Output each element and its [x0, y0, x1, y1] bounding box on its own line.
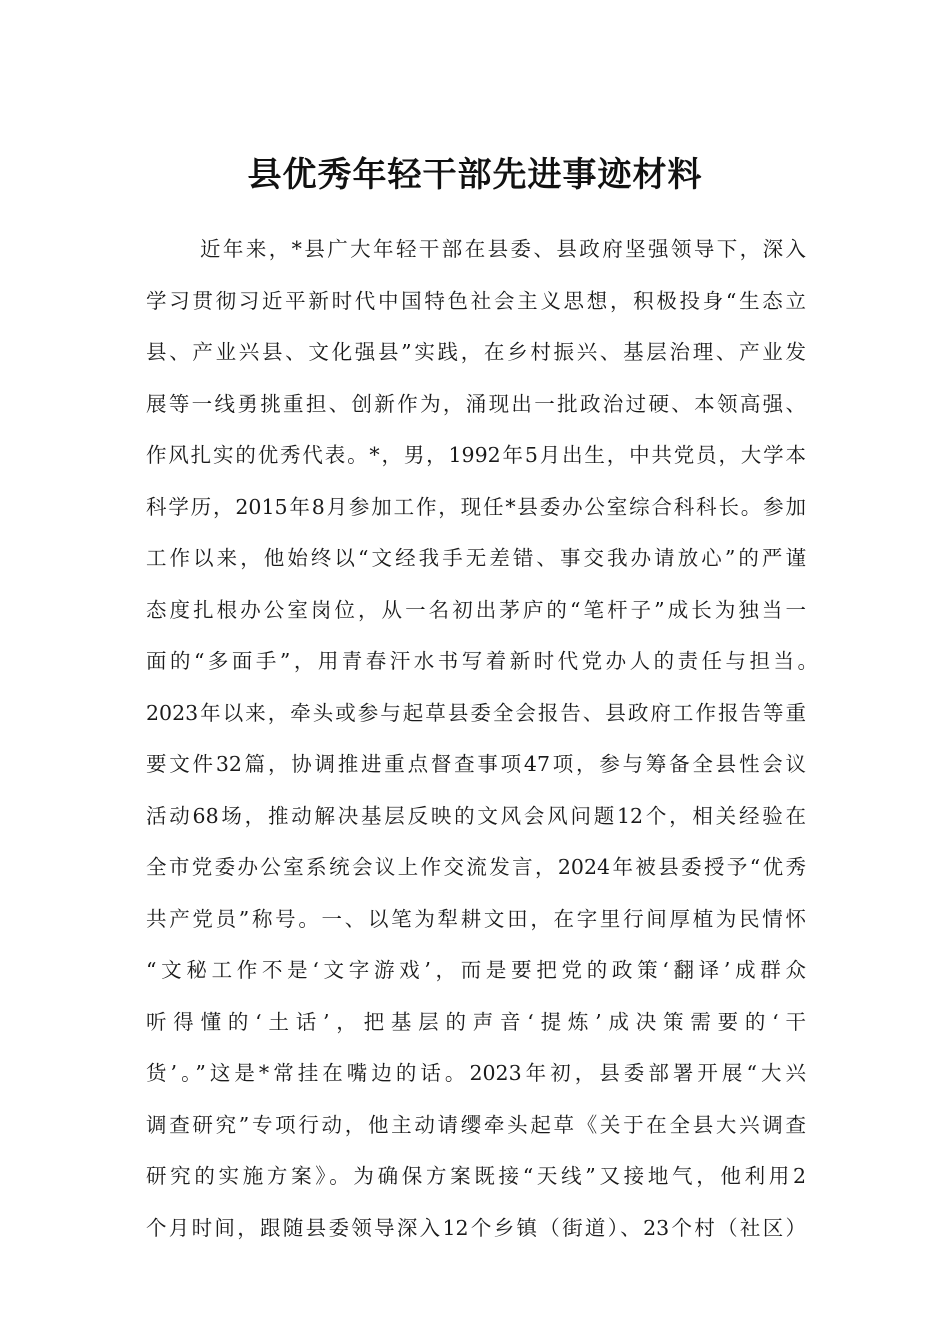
body-line: 货’。”这是*常挂在嘴边的话。2023年初，县委部署开展“大兴 — [146, 1061, 806, 1085]
body-line: 态度扎根办公室岗位，从一名初出茅庐的“笔杆子”成长为独当一 — [146, 598, 806, 622]
body-line: “文秘工作不是‘文字游戏’，而是要把党的政策‘翻译’成群众 — [146, 958, 806, 982]
body-line: 2023年以来，牵头或参与起草县委全会报告、县政府工作报告等重 — [146, 701, 806, 725]
body-line: 研究的实施方案》。为确保方案既接“天线”又接地气，他利用2 — [146, 1164, 806, 1188]
body-line: 共产党员”称号。一、以笔为犁耕文田，在字里行间厚植为民情怀 — [146, 907, 806, 931]
body-line: 要文件32篇，协调推进重点督查事项47项，参与筹备全县性会议 — [146, 752, 806, 776]
body-line: 个月时间，跟随县委领导深入12个乡镇（街道）、23个村（社区） — [146, 1216, 806, 1240]
body-line: 展等一线勇挑重担、创新作为，涌现出一批政治过硬、本领高强、 — [146, 392, 806, 416]
body-line: 面的“多面手”，用青春汗水书写着新时代党办人的责任与担当。 — [146, 649, 818, 673]
body-line: 全市党委办公室系统会议上作交流发言，2024年被县委授予“优秀 — [146, 855, 806, 879]
body-line: 活动68场，推动解决基层反映的文风会风问题12个，相关经验在 — [146, 804, 806, 828]
body-line: 县、产业兴县、文化强县”实践，在乡村振兴、基层治理、产业发 — [146, 340, 806, 364]
body-line: 调查研究”专项行动，他主动请缨牵头起草《关于在全县大兴调查 — [146, 1113, 806, 1137]
body-line: 作风扎实的优秀代表。*，男，1992年5月出生，中共党员，大学本 — [146, 443, 806, 467]
body-line: 听得懂的‘土话’，把基层的声音‘提炼’成决策需要的‘干 — [146, 1010, 806, 1034]
body-line: 学习贯彻习近平新时代中国特色社会主义思想，积极投身“生态立 — [146, 289, 806, 313]
body-line: 工作以来，他始终以“文经我手无差错、事交我办请放心”的严谨 — [146, 546, 806, 570]
body-line: 近年来，*县广大年轻干部在县委、县政府坚强领导下，深入 — [200, 237, 806, 261]
document-title: 县优秀年轻干部先进事迹材料 — [247, 154, 703, 195]
body-line: 科学历，2015年8月参加工作，现任*县委办公室综合科科长。参加 — [146, 495, 806, 519]
